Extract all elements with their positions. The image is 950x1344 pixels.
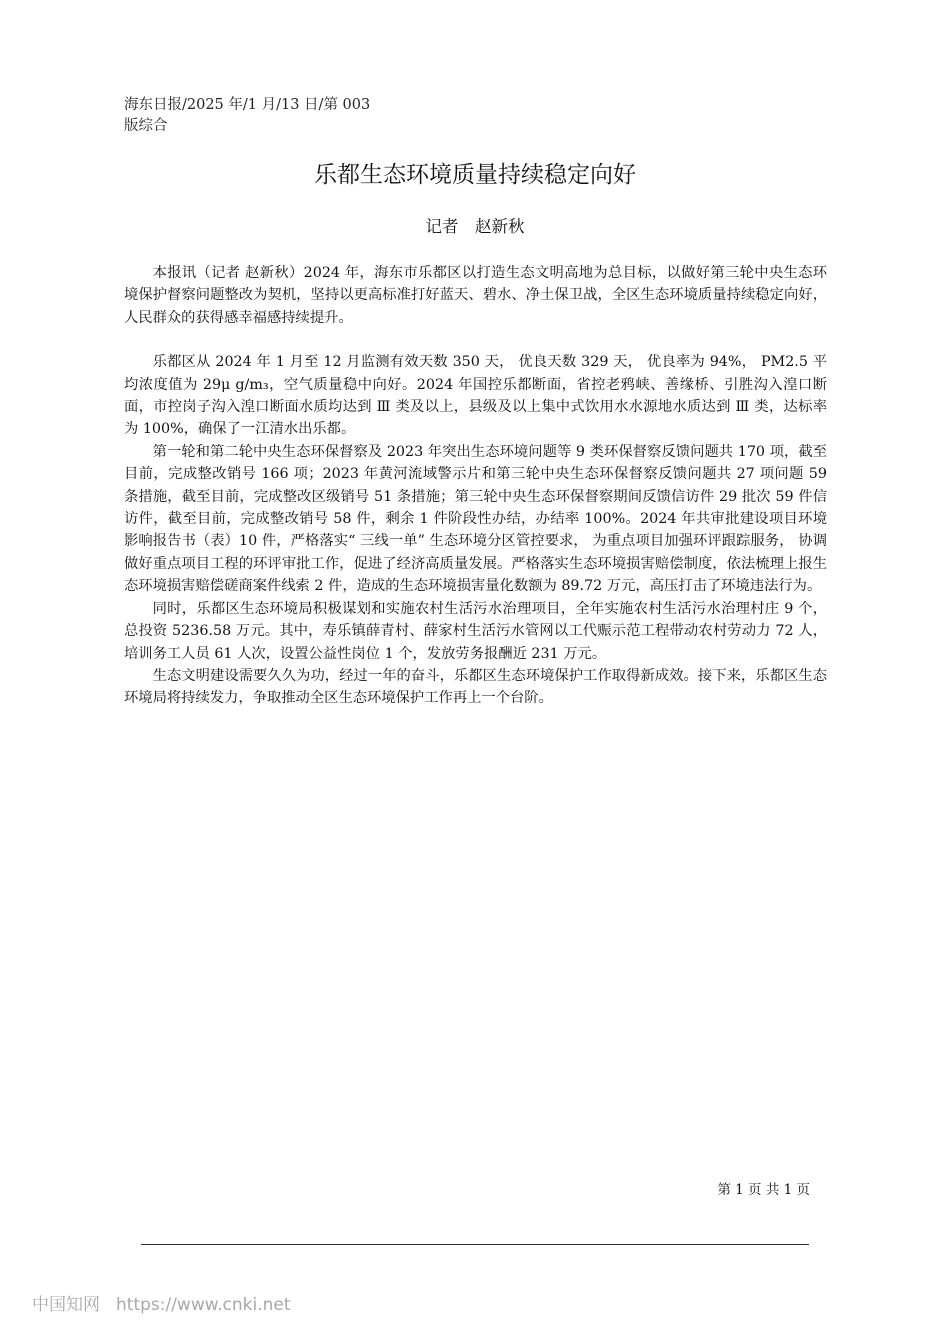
cnki-watermark bbox=[32, 1292, 290, 1318]
source-line-2: 版综合 bbox=[124, 118, 168, 134]
watermark-url: https://www.cnki.net bbox=[116, 1295, 291, 1315]
footer-divider bbox=[141, 1244, 809, 1245]
paragraph-air-water-quality: 乐都区从 2024 年 1 月至 12 月监测有效天数 350 天， 优良天数 329 天， 优良率为 94%， PM2.5 平均浓度值为 29μ g/m₃，空气质量稳中向好。2024 年国控乐都断面，省控老鸦峡、善缘桥、引胜沟入湟口断面，市控岗子沟入湟口断面水质均达到 Ⅲ 类及以上，县级及以上集中式饮用水水源地水质达到 Ⅲ 类，达标率为 100%，确保了一江清水出乐都。 bbox=[124, 354, 827, 438]
article-title: 乐都生态环境质量持续稳定向好 bbox=[314, 162, 636, 188]
article-body bbox=[124, 262, 827, 710]
page-number: 第 1 页 共 1 页 bbox=[717, 1182, 810, 1198]
paragraph-inspection-rectification: 第一轮和第二轮中央生态环保督察及 2023 年突出生态环境问题等 9 类环保督察反馈问题共 170 项，截至目前，完成整改销号 166 项；2023 年黄河流域警示片和第三轮中央生态环保督察反馈问题共 27 项问题 59 条措施，截至目前，完成整改区级销号 51 条措施；第三轮中央生态环保督察期间反馈信访件 29 批次 59 件信访件，截至目前，完成整改销号 58 件，剩余 1 件阶段性办结，办结率 100%。2024 年共审批建设项目环境影响报告书（表）10 件，严格落实“ 三线一单” 生态环境分区管控要求， 为重点项目加强环评跟踪服务， 协调做好重点项目工程的环评审批工作，促进了经济高质量发展。严格落实生态环境损害赔偿制度，依法梳理上报生态环境损害赔偿磋商案件线索 2 件，造成的生态环境损害量化数额为 89.72 万元，高压打击了环境违法行为。 bbox=[124, 443, 827, 595]
article-author: 记者 赵新秋 bbox=[425, 217, 525, 236]
paragraph-lead: 本报讯（记者 赵新秋）2024 年，海东市乐都区以打造生态文明高地为总目标，以做好第三轮中央生态环境保护督察问题整改为契机，坚持以更高标准打好蓝天、碧水、净土保卫战，全区生态环境质量持续稳定向好，人民群众的获得感幸福感持续提升。 bbox=[124, 265, 827, 326]
source-line-1: 海东日报/2025 年/1 月/13 日/第 003 bbox=[124, 97, 371, 113]
watermark-brand: 中国知网 bbox=[32, 1295, 100, 1315]
source-citation bbox=[124, 95, 424, 137]
paragraph-rural-sewage: 同时，乐都区生态环境局积极谋划和实施农村生活污水治理项目，全年实施农村生活污水治理村庄 9 个，总投资 5236.58 万元。其中，寿乐镇薛青村、薛家村生活污水管网以工代赈示范工程带动农村劳动力 72 人，培训务工人员 61 人次，设置公益性岗位 1 个，发放劳务报酬近 231 万元。 bbox=[124, 600, 827, 662]
paragraph-conclusion: 生态文明建设需要久久为功，经过一年的奋斗，乐都区生态环境保护工作取得新成效。接下来，乐都区生态环境局将持续发力，争取推动全区生态环境保护工作再上一个台阶。 bbox=[124, 667, 827, 707]
